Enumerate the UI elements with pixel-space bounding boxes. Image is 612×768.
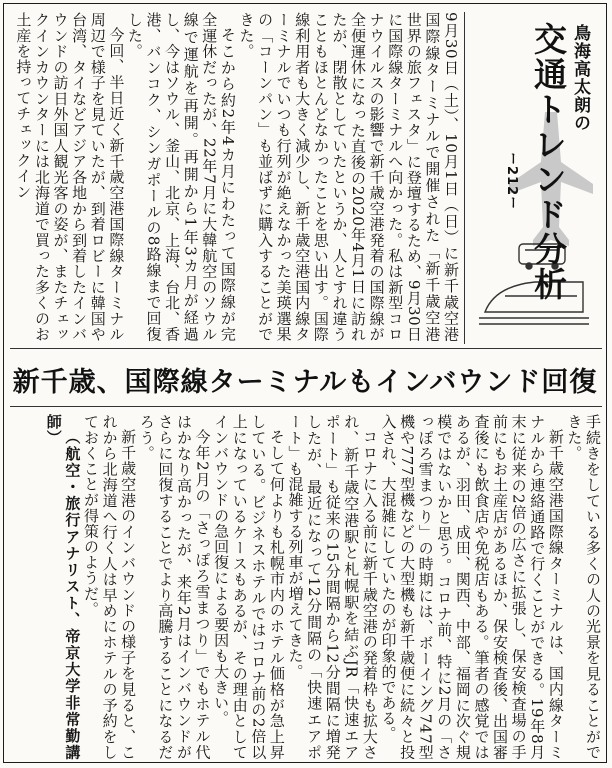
- paragraph: 新千歳空港国際線ターミナルは、国内線ターミナルから連絡通路で行くことができる。19年8月末に従来の2倍の広さに拡張し、保安検査場の手前にもお土産店があるほか、保安検査後、出国審査後にも飲食店や免税店もある。筆者の感覚ではあるが、羽田、成田、関西、中部、福岡に次ぐ規模ではないかと思う。コロナ前、特に2月の「さっぽろ雪まつり」の時期には、ボーイング747型機や777型機などの大型機も新千歳便に続々と投入され、大混雑にしていたのが印象的である。: [379, 414, 565, 760]
- paragraph: 今回、半日近く新千歳空港国際線ターミナル周辺で様子を見ていたが、到着ロビーに韓国や台湾、タイなどアジア各地から到着したインバウンドの訪日外国人観光客の姿が、またチェックインカウンターには北海道で買った多くのお土産を持ってチェックイン: [14, 12, 126, 342]
- paragraph: 手続きをしている多くの人の光景を見ることができた。: [565, 414, 602, 760]
- paragraph: 9月30日（土）、10月1日（日）に新千歳空港国際線ターミナルで開催された「新千歳空港 世界の旅フェスタ」に登壇するため、9月30日に国際線ターミナルへ向かった。私は新型コロナウイルスの影響で新千歳空港発着の国際線が全便運休になった直後の2020年4月1日に訪れたが、閉散としていたというか、人とすれ違うこともほとんどなかったことを思い出す。国際線利用者も大きく減少し、新千歳空港国内線ターミナルでいつも行列が絶えなかった美瑛選果の「コーンパン」も並ばずに購入することができた。: [237, 12, 460, 358]
- lower-body-text: [8, 414, 602, 760]
- author-byline: （航空・旅行アナリスト、帝京大学非常勤講師）: [44, 414, 82, 760]
- series-number: ー212ー: [504, 152, 519, 211]
- series-title-box: [464, 12, 599, 344]
- headline-rule-bottom: [10, 406, 602, 407]
- author-name: 鳥海高太朗の: [570, 24, 590, 132]
- paragraph: そして何よりも札幌市内のホテル価格が急上昇している。ビジネスホテルではコロナ前の2倍以上になっているケースもあるが、その理由としてインバウンドの急回復による要因も大きい。: [212, 414, 286, 760]
- paragraph: そこから約2年4カ月にわたって国際線が完全運休だったが、22年7月に大韓航空のソウル線で運航を再開。再開から1年3カ月が経過し、今はソウル、釜山、北京、上海、台北、香港、バンコク、シンガポールの8路線まで回復した。: [125, 12, 237, 342]
- paragraph: 新千歳空港のインバウンドの様子を見ると、これから北海道へ行く人は早めにホテルの予約をしておくことが得策のようだ。: [81, 414, 138, 760]
- article-frame: [3, 3, 607, 763]
- paragraph: 今年2月の「さっぽろ雪まつり」でもホテル代はかなり高かったが、来年2月はインバウンドがさらに回復することでより高騰することになるだろう。: [137, 414, 212, 760]
- headline: 新千歳、国際線ターミナルもインバウンド回復: [12, 367, 598, 398]
- upper-body-text: [10, 12, 460, 358]
- paragraph: コロナに入る前に新千歳空港の発着枠も拡大され、新千歳空港駅と札幌駅を結ぶJR「快速エアポート」も従来の15分間隔から12分間隔に増発したが、最近になって12分間隔の「快速エアポート」も混雑する列車が増えてきた。: [286, 414, 379, 760]
- series-title: 交通トレンド分析: [529, 22, 568, 302]
- headline-rule-top: [10, 348, 602, 349]
